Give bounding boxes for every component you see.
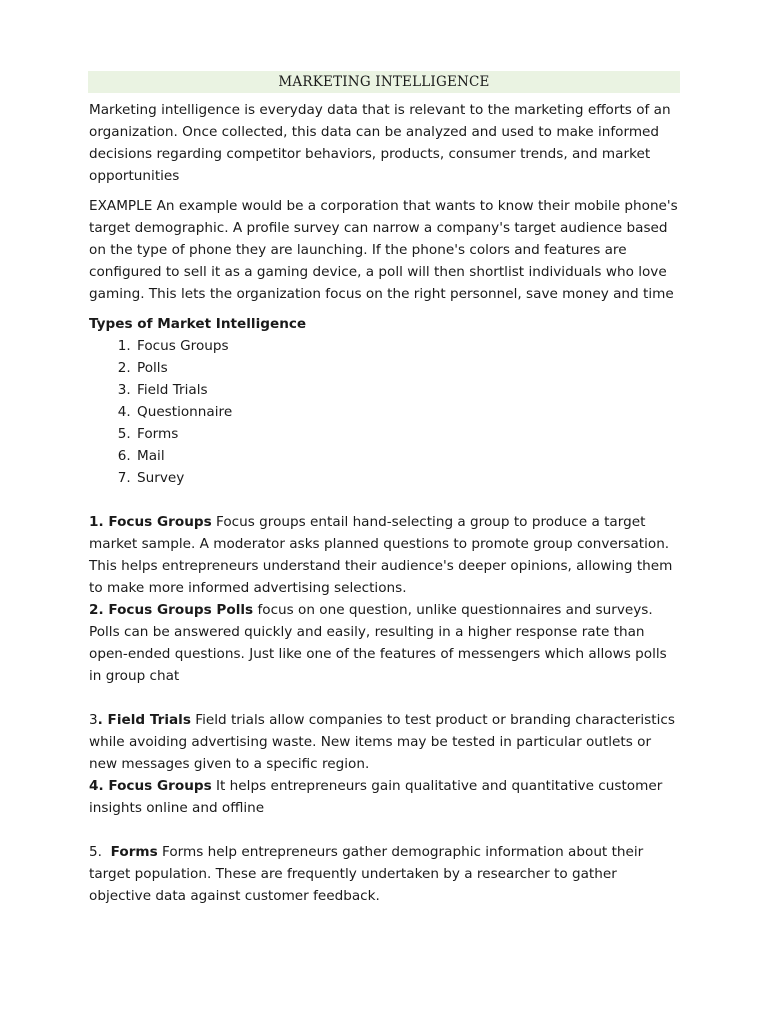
section-field-trials xyxy=(89,709,681,775)
section-heading: . Field Trials xyxy=(97,712,191,728)
types-list xyxy=(89,335,681,489)
page-title: MARKETING INTELLIGENCE xyxy=(88,71,680,93)
spacer xyxy=(89,819,681,841)
section-body: Field trials allow companies to test product or branding characteristics while avoiding advertising waste. New items may be tested in particular outlets or new messages given to a specific region. xyxy=(89,712,675,772)
section-prefix: 5. xyxy=(89,844,111,860)
list-item: 6. Mail xyxy=(135,445,681,467)
spacer xyxy=(89,687,681,709)
types-heading: Types of Market Intelligence xyxy=(89,316,307,332)
section-prefix: 3 xyxy=(89,712,98,728)
list-item: 7. Survey xyxy=(135,467,681,489)
document-body xyxy=(89,99,681,907)
section-heading: Forms xyxy=(110,844,158,860)
section-body: focus on one question, unlike questionnaires and surveys. Polls can be answered quickly and easily, resulting in a higher response rate than open-ended questions. Just like one of the features of messengers which allows polls in group chat xyxy=(89,602,667,684)
list-item: 5. Forms xyxy=(135,423,681,445)
list-item: 2. Polls xyxy=(135,357,681,379)
list-item: 3. Field Trials xyxy=(135,379,681,401)
section-body: It helps entrepreneurs gain qualitative and quantitative customer insights online and offline xyxy=(89,778,663,816)
section-polls xyxy=(89,599,681,687)
section-heading: 4. Focus Groups xyxy=(89,778,212,794)
section-forms xyxy=(89,841,681,907)
example-paragraph: EXAMPLE An example would be a corporation that wants to know their mobile phone's target demographic. A profile survey can narrow a company's target audience based on the type of phone they are launching. If the phone's colors and features are configured to sell it as a gaming device, a poll will then shortlist individuals who love gaming. This lets the organization focus on the right personnel, save money and time xyxy=(89,198,678,302)
section-body: Focus groups entail hand-selecting a group to produce a target market sample. A moderator asks planned questions to promote group conversation. This helps entrepreneurs understand their audience's deeper opinions, allowing them to make more informed advertising selections. xyxy=(89,514,673,596)
section-focus-groups-2 xyxy=(89,775,681,819)
section-heading: 1. Focus Groups xyxy=(89,514,212,530)
section-body: Forms help entrepreneurs gather demographic information about their target population. These are frequently undertaken by a researcher to gather objective data against customer feedback. xyxy=(89,844,644,904)
list-item: 4. Questionnaire xyxy=(135,401,681,423)
section-focus-groups xyxy=(89,511,681,599)
section-heading: 2. Focus Groups Polls xyxy=(89,602,254,618)
intro-paragraph: Marketing intelligence is everyday data that is relevant to the marketing efforts of an organization. Once collected, this data can be analyzed and used to make informed decisions regarding competitor behaviors, products, consumer trends, and market opportunities xyxy=(89,102,671,184)
list-item: 1. Focus Groups xyxy=(135,335,681,357)
